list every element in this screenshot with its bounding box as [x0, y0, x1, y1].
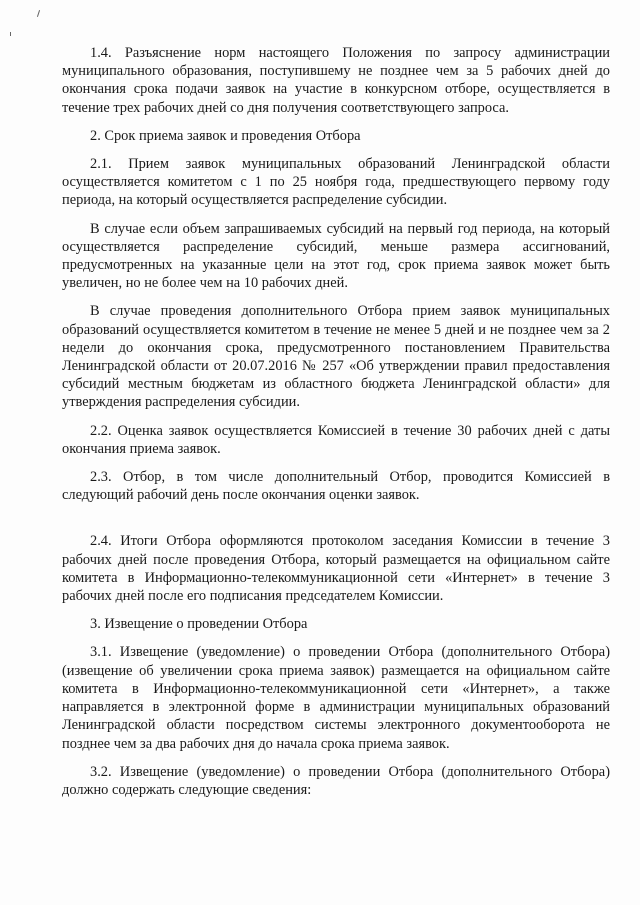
paragraph-additional-selection: В случае проведения дополнительного Отбора прием заявок муниципальных образований осуществляется комитетом в течение не менее 5 дней и не позднее чем за 2 недели до окончания срока, предусмотренного постановлением Правительства Ленинградской области от 20.07.2016 № 257 «Об утверждении правил предоставления субсидий местным бюджетам из областного бюджета Ленинградской области» для утверждения распределения субсидии.	[62, 303, 610, 411]
document-body	[62, 44, 610, 809]
paragraph-2-1: 2.1. Прием заявок муниципальных образований Ленинградской области осуществляется комитетом с 1 по 25 ноября года, предшествующего первому году периода, на который осуществляется распределение субсидии.	[62, 156, 610, 209]
scan-artifact	[37, 10, 40, 17]
paragraph-1-4: 1.4. Разъяснение норм настоящего Положения по запросу администрации муниципального образования, поступившему не позднее чем за 5 рабочих дней до окончания срока подачи заявок на участие в конкурсном отборе, осуществляется в течение трех рабочих дней со дня получения соответствующего запроса.	[62, 45, 610, 116]
paragraph-2-2: 2.2. Оценка заявок осуществляется Комиссией в течение 30 рабочих дней с даты окончания приема заявок.	[62, 422, 610, 457]
paragraph-extension: В случае если объем запрашиваемых субсидий на первый год периода, на который осуществляется распределение субсидий, меньше размера ассигнований, предусмотренных на указанные цели на этот год, срок приема заявок может быть увеличен, но не более чем на 10 рабочих дней.	[62, 220, 610, 292]
section-heading-3: 3. Извещение о проведении Отбора	[90, 616, 308, 633]
paragraph-2-4: 2.4. Итоги Отбора оформляются протоколом заседания Комиссии в течение 3 рабочих дней после проведения Отбора, который размещается на официальном сайте комитета в Информационно-телекоммуникационной сети «Интернет» в течение 3 рабочих дней после его подписания председателем Комиссии.	[62, 533, 610, 605]
paragraph-3-2: 3.2. Извещение (уведомление) о проведении Отбора (дополнительного Отбора) должно содержать следующие сведения:	[62, 763, 610, 798]
scan-artifact	[10, 32, 11, 36]
section-heading-2: 2. Срок приема заявок и проведения Отбора	[90, 127, 361, 144]
paragraph-2-3: 2.3. Отбор, в том числе дополнительный Отбор, проводится Комиссией в следующий рабочий день после окончания оценки заявок.	[62, 469, 610, 504]
paragraph-3-1: 3.1. Извещение (уведомление) о проведении Отбора (дополнительного Отбора) (извещение об увеличении срока приема заявок) размещается на официальном сайте комитета в Информационно-телекоммуникационной сети «Интернет», а также направляется в электронной форме в администрации муниципальных образований Ленинградской области посредством системы электронного документооборота не позднее чем за два рабочих дня до начала срока приема заявок.	[62, 644, 610, 752]
